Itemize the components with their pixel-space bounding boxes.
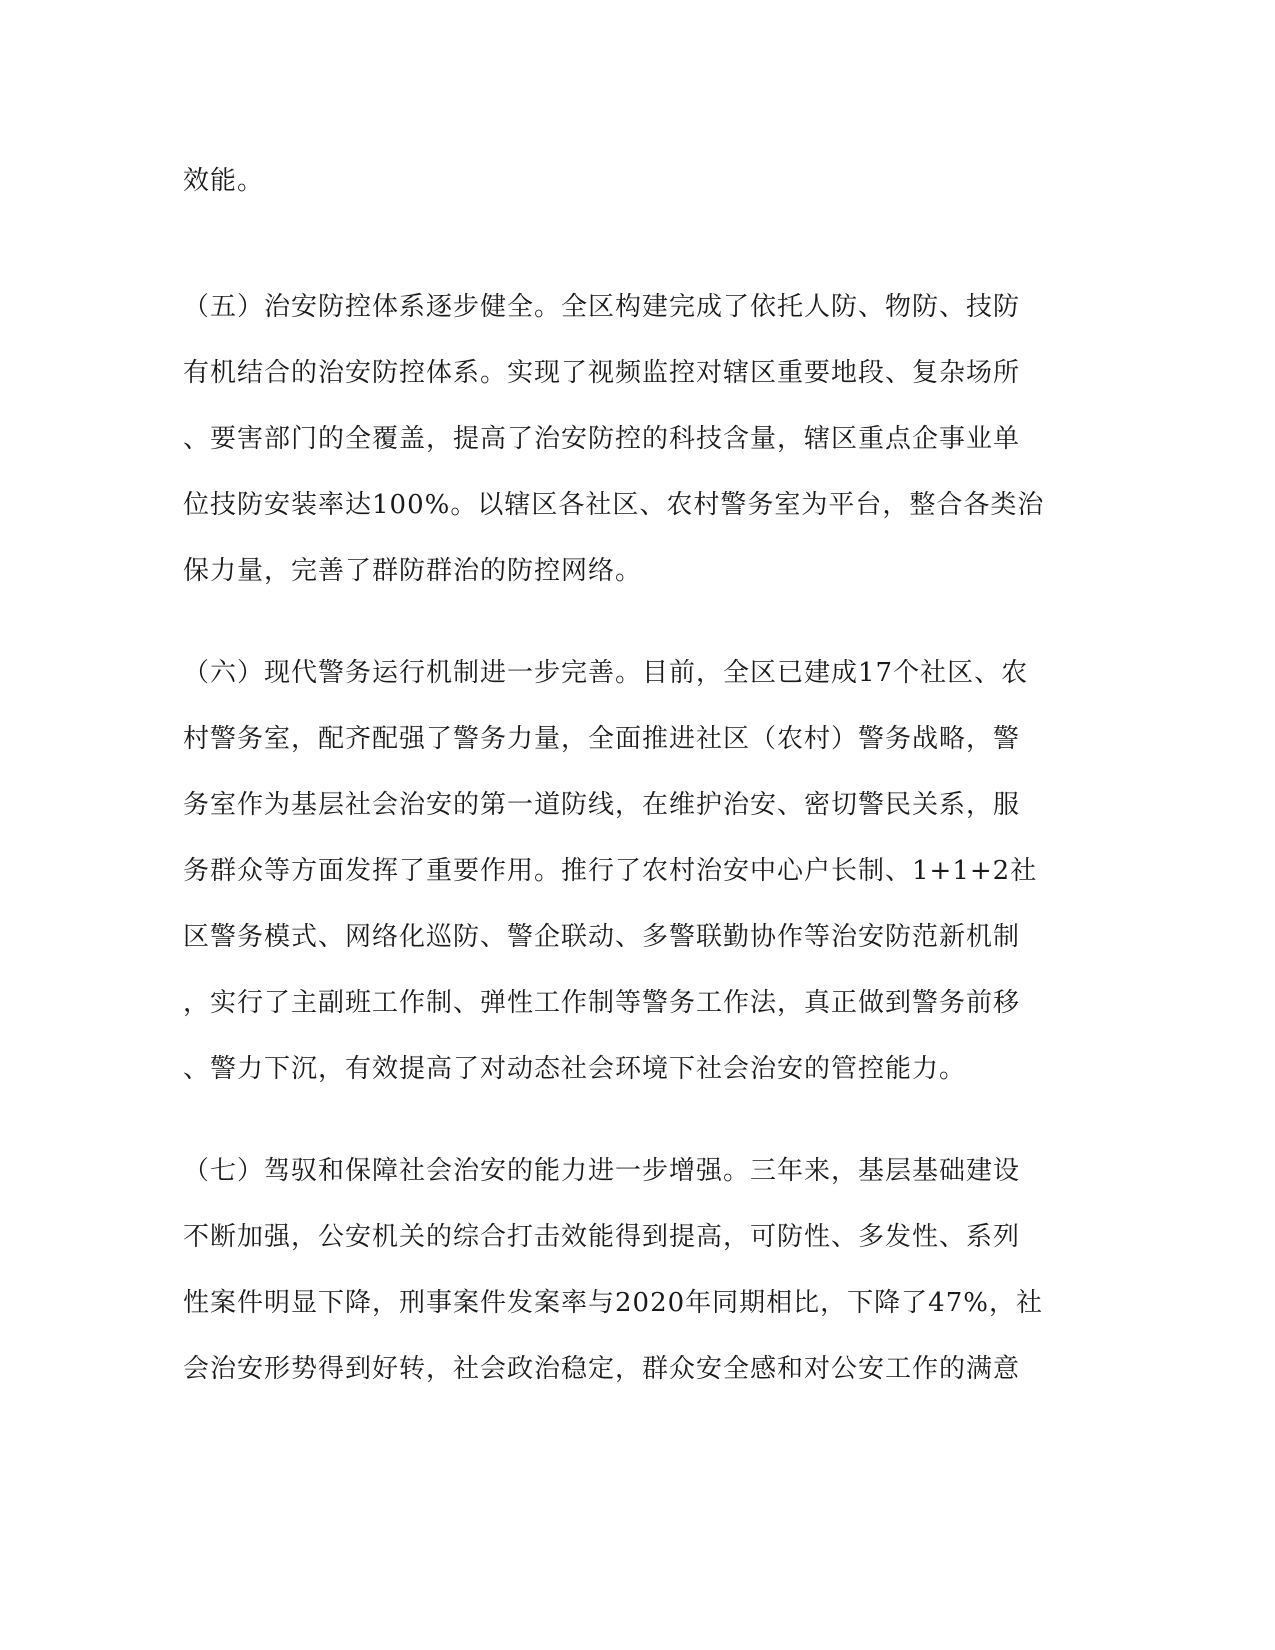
- text-line: 有机结合的治安防控体系。实现了视频监控对辖区重要地段、复杂场所: [183, 358, 1021, 388]
- text-line: 不断加强，公安机关的综合打击效能得到提高，可防性、多发性、系列: [183, 1222, 1021, 1252]
- text-line: 、警力下沉，有效提高了对动态社会环境下社会治安的管控能力。: [183, 1054, 967, 1084]
- text-line: 务群众等方面发挥了重要作用。推行了农村治安中心户长制、1+1+2社: [183, 856, 1038, 886]
- text-line: 务室作为基层社会治安的第一道防线，在维护治安、密切警民关系，服: [183, 790, 1021, 820]
- text-line: 区警务模式、网络化巡防、警企联动、多警联勤协作等治安防范新机制: [183, 922, 1021, 952]
- text-line: 保力量，完善了群防群治的防控网络。: [183, 556, 643, 586]
- paragraph-seven: [183, 1138, 1043, 1402]
- paragraph-continuation: [183, 148, 264, 214]
- text-line: 村警务室，配齐配强了警务力量，全面推进社区（农村）警务战略，警: [183, 724, 1021, 754]
- text-line: 位技防安装率达100%。以辖区各社区、农村警务室为平台，整合各类治: [183, 490, 1045, 520]
- text-line: （五）治安防控体系逐步健全。全区构建完成了依托人防、物防、技防: [183, 292, 1021, 322]
- text-line: 性案件明显下降，刑事案件发案率与2020年同期相比，下降了47%，社: [183, 1288, 1043, 1318]
- text-line: （六）现代警务运行机制进一步完善。目前，全区已建成17个社区、农: [183, 658, 1029, 688]
- text-line: （七）驾驭和保障社会治安的能力进一步增强。三年来，基层基础建设: [183, 1156, 1021, 1186]
- paragraph-six: [183, 640, 1037, 1102]
- paragraph-five: [183, 274, 1044, 604]
- text-line: 效能。: [183, 166, 265, 196]
- text-line: 会治安形势得到好转，社会政治稳定，群众安全感和对公安工作的满意: [183, 1354, 1021, 1384]
- text-line: ，实行了主副班工作制、弹性工作制等警务工作法，真正做到警务前移: [183, 988, 1021, 1018]
- text-line: 、要害部门的全覆盖，提高了治安防控的科技含量，辖区重点企事业单: [183, 424, 1021, 454]
